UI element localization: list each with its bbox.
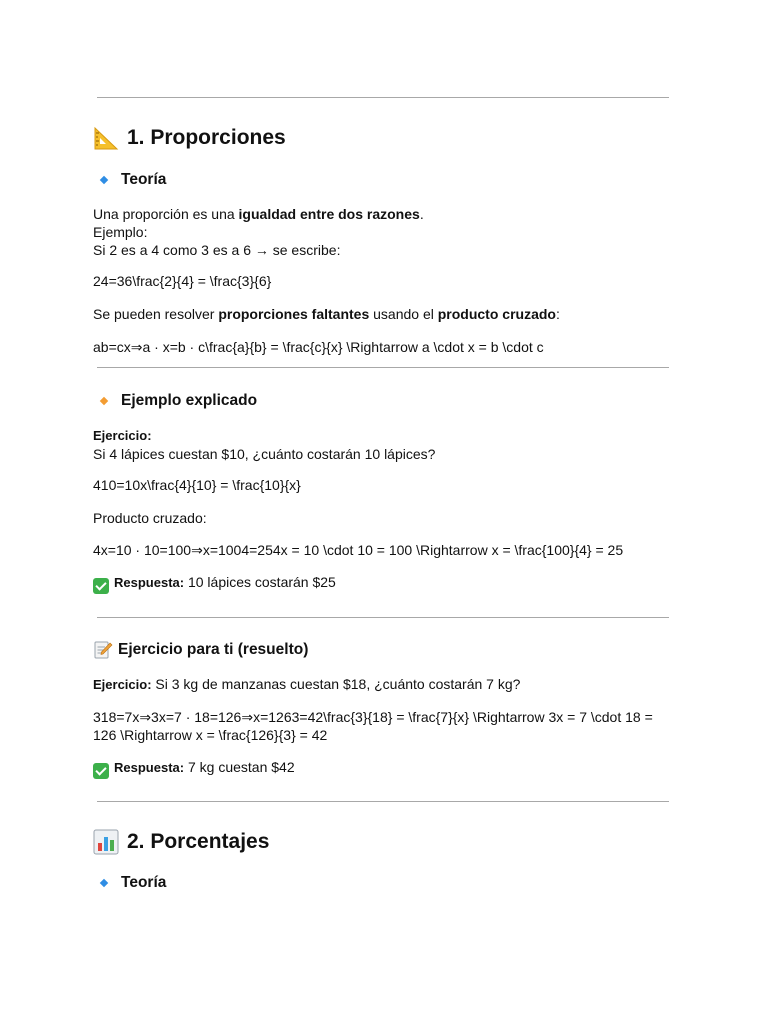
subheading-text: Teoría <box>121 171 167 188</box>
exercise-statement: Ejercicio: Si 4 lápices cuestan $10, ¿cuánto costarán 10 lápices? <box>93 428 436 462</box>
divider <box>97 801 669 802</box>
bar-chart-icon <box>93 829 119 855</box>
formula-solucion: 4x=10 · 10=100⇒x=1004=254x = 10 \cdot 10 = 100 \Rightarrow x = \frac{100}{4} = 25 <box>93 542 624 558</box>
subheading-ejercicio <box>93 640 308 660</box>
formula-general: ab=cx⇒a · x=b · c\frac{a}{b} = \frac{c}{x} \Rightarrow a \cdot x = b \cdot c <box>93 339 544 355</box>
diamond-bullet-icon <box>100 176 108 184</box>
divider <box>97 617 669 618</box>
divider <box>97 367 669 368</box>
subheading-teoria-2 <box>93 874 166 892</box>
divider <box>97 97 669 98</box>
paragraph-producto-cruzado: Se pueden resolver proporciones faltantes usando el producto cruzado: <box>93 306 560 322</box>
check-mark-icon <box>93 763 109 779</box>
answer-line: Respuesta: 10 lápices costarán $25 <box>93 573 336 594</box>
subheading-text: Teoría <box>121 874 167 891</box>
subheading-text: Ejercicio para ti (resuelto) <box>118 641 309 658</box>
formula-ejercicio: 318=7x⇒3x=7 · 18=126⇒x=1263=42\frac{3}{18} = \frac{7}{x} \Rightarrow 3x = 7 \cdot 18 = 126 \Rightarrow x = \frac{126}{3} = 42 <box>93 709 653 743</box>
subheading-ejemplo <box>93 392 257 410</box>
diamond-bullet-icon <box>100 397 108 405</box>
section-title-proporciones <box>93 125 286 151</box>
exercise-statement-2: Ejercicio: Si 3 kg de manzanas cuestan $18, ¿cuánto costarán 7 kg? <box>93 676 521 692</box>
check-mark-icon <box>93 578 109 594</box>
subheading-teoria <box>93 171 166 189</box>
section-title-text: 1. Proporciones <box>127 126 286 149</box>
producto-cruzado-label: Producto cruzado: <box>93 510 207 526</box>
section-title-text: 2. Porcentajes <box>127 830 270 853</box>
formula-example: 24=36\frac{2}{4} = \frac{3}{6} <box>93 273 272 289</box>
section-title-porcentajes <box>93 829 269 855</box>
memo-icon <box>93 640 113 660</box>
triangular-ruler-icon <box>93 125 119 151</box>
formula-ejemplo: 410=10x\frac{4}{10} = \frac{10}{x} <box>93 477 301 493</box>
paragraph-definition: Una proporción es una igualdad entre dos razones. Ejemplo: Si 2 es a 4 como 3 es a 6 → se escribe: <box>93 206 424 258</box>
subheading-text: Ejemplo explicado <box>121 392 258 409</box>
diamond-bullet-icon <box>100 879 108 887</box>
answer-line-2: Respuesta: 7 kg cuestan $42 <box>93 758 295 779</box>
